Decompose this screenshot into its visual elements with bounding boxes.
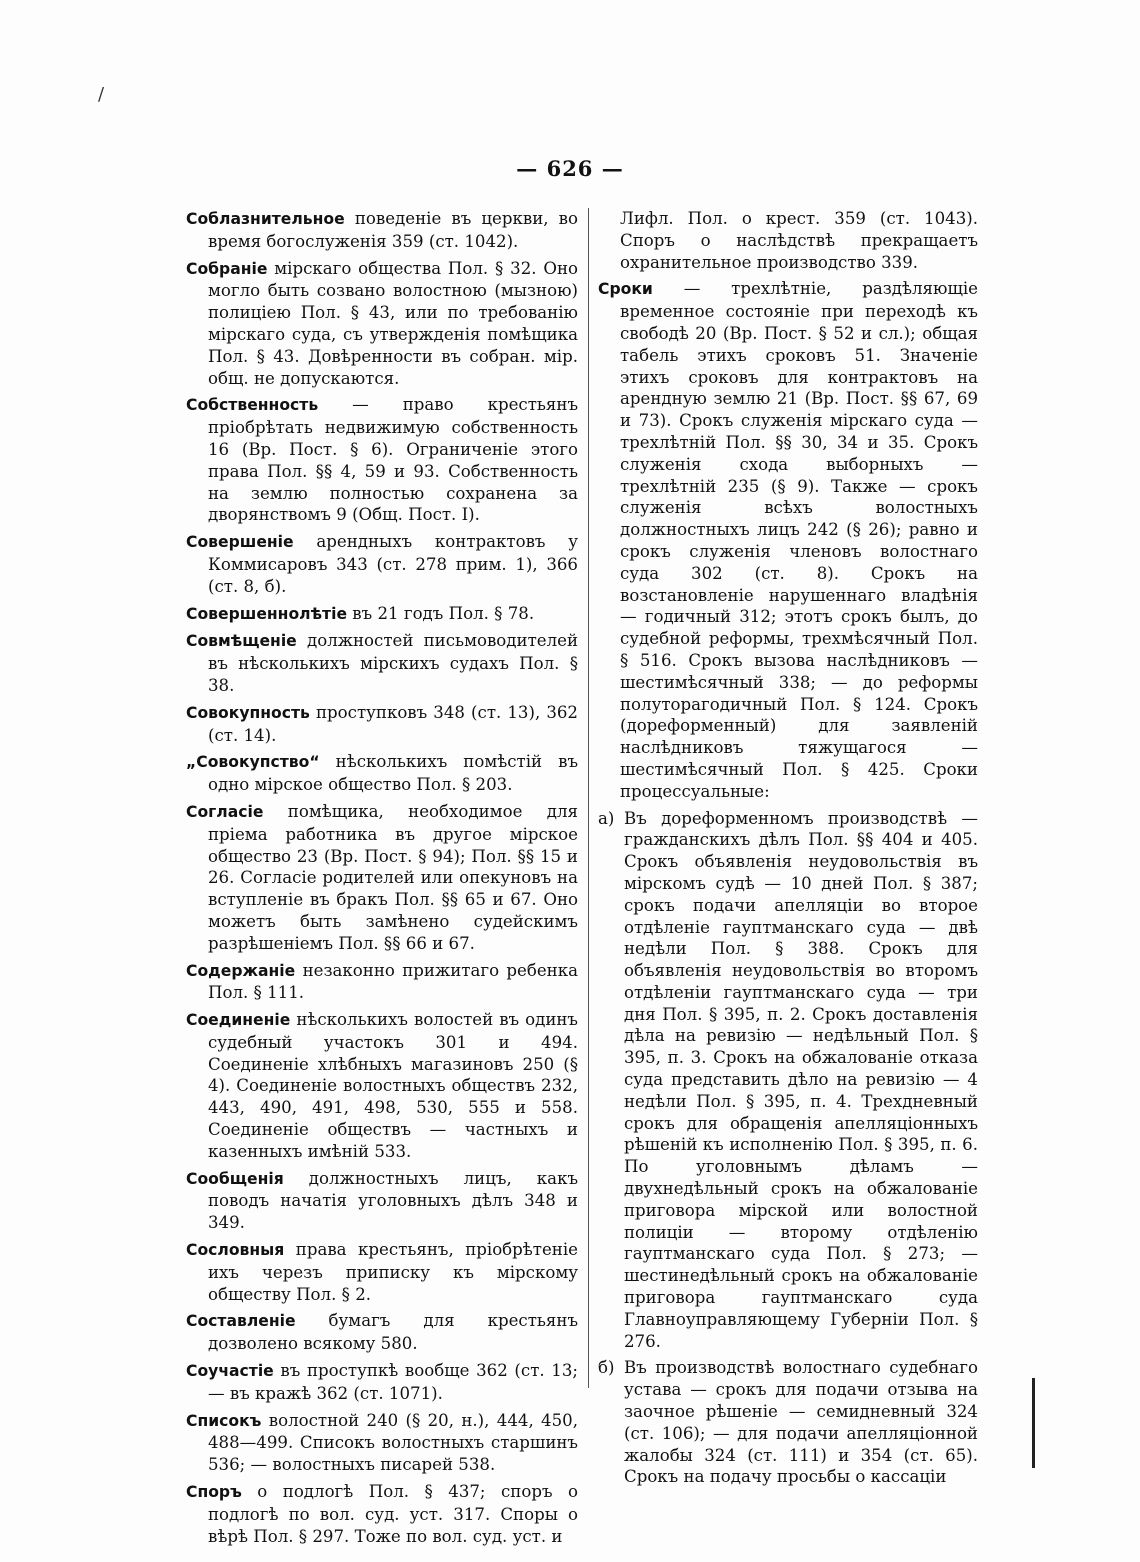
index-entry <box>186 1310 578 1355</box>
entry-text: арендныхъ контрактовъ у Коммисаровъ 343 (ст. 278 прим. 1), 366 (ст. 8, б). <box>208 532 578 596</box>
index-entry <box>186 531 578 597</box>
entry-headword: Составленіе <box>186 1312 296 1331</box>
entry-headword: Сроки <box>598 280 653 299</box>
entry-text: въ проступкѣ вообще 362 (ст. 13; — въ кражѣ 362 (ст. 1071). <box>208 1361 578 1403</box>
entry-text: должностныхъ лицъ, какъ поводъ начатія уголовныхъ дѣлъ 348 и 349. <box>208 1168 578 1233</box>
index-entry <box>186 1009 578 1163</box>
index-entry <box>186 1410 578 1476</box>
entry-headword: Сословныя <box>186 1241 285 1260</box>
index-entry <box>186 630 578 696</box>
entry-text: волостной 240 (§ 20, н.), 444, 450, 488—499. Списокъ волостныхъ старшинъ 536; — волостныхъ писарей 538. <box>208 1410 578 1475</box>
entry-headword: Согласіе <box>186 802 264 821</box>
index-entry <box>598 278 978 802</box>
right-column <box>598 208 978 1493</box>
entry-text: бумагъ для крестьянъ дозволено всякому 580. <box>208 1311 578 1354</box>
entry-text: поведеніе въ церкви, во время богослуженія 359 (ст. 1042). <box>208 209 578 251</box>
index-entry <box>186 208 578 253</box>
entry-headword: Совершеніе <box>186 533 294 552</box>
entry-headword: Собраніе <box>186 259 268 278</box>
entry-subitem <box>598 1357 978 1488</box>
entry-headword: Содержаніе <box>186 961 296 980</box>
entry-subitem <box>598 808 978 1353</box>
index-entry <box>186 960 578 1005</box>
subitem-text: Въ дореформенномъ производствѣ — гражданскихъ дѣлъ Пол. §§ 404 и 405. Срокъ объявленія неудовольствія въ мірскомъ судѣ — 10 дней Пол. § 387; срокъ подачи апелляціи во второе отдѣленіе гауптманскаго суда — двѣ недѣли Пол. § 388. Срокъ для объявленія неудовольствія во второмъ отдѣленіи гауптманскаго суда — три дня Пол. § 395, п. 2. Срокъ доставленія дѣла на ревизію — недѣльный Пол. § 395, п. 3. Срокъ на обжалованіе отказа суда представить дѣло на ревизію — 4 недѣли Пол. § 395, п. 4. Трехдневный срокъ для обращенія апелляціонныхъ рѣшеній къ исполненію Пол. § 395, п. 6. По уголовнымъ дѣламъ — двухнедѣльный срокъ на обжалованіе приговора мірской или волостной полиціи — второму отдѣленію гауптманскаго суда Пол. § 273; — шестинедѣльный срокъ на обжалованіе приговора гауптманскаго суда Главноуправляющему Губерніи Пол. § 276. <box>624 808 978 1351</box>
entry-headword: Соединеніе <box>186 1011 291 1030</box>
entry-headword: Собственность <box>186 396 319 415</box>
page-number: — 626 — <box>516 156 624 181</box>
binding-edge-line <box>1032 1378 1035 1468</box>
entry-headword: Споръ <box>186 1483 242 1502</box>
margin-pencil-mark: / <box>98 84 105 105</box>
entry-text: нѣсколькихъ волостей въ одинъ судебный участокъ 301 и 494. Соединеніе хлѣбныхъ магазиновъ 250 (§ 4). Соединеніе волостныхъ обществъ 232, 443, 490, 491, 498, 530, 555 и 558. Соединеніе обществъ — частныхъ и казенныхъ имѣній 533. <box>208 1010 578 1161</box>
column-divider <box>588 208 589 1388</box>
entry-text: — трехлѣтніе, раздѣляющіе временное состояніе при переходѣ къ свободѣ 20 (Вр. Пост. § 52 и сл.); общая табель этихъ сроковъ 51. Значеніе этихъ сроковъ для контрактовъ на арендную землю 21 (Вр. Пост. §§ 67, 69 и 73). Срокъ служенія мірскаго суда — трехлѣтній Пол. §§ 30, 34 и 35. Срокъ служенія схода выборныхъ — трехлѣтній 235 (§ 9). Также — срокъ служенія всѣхъ волостныхъ должностныхъ лицъ 242 (§ 26); равно и срокъ служенія членовъ волостнаго суда 302 (ст. 8). Срокъ на возстановленіе нарушеннаго владѣнія — годичный 312; этотъ срокъ былъ, до судебной реформы, трехмѣсячный Пол. § 516. Срокъ вызова наслѣдниковъ — шестимѣсячный 338; — до реформы полуторагодичный Пол. § 124. Срокъ (дореформенный) для заявленій наслѣдниковъ тяжущагося — шестимѣсячный Пол. § 425. Сроки процессуальные: <box>620 279 978 801</box>
subitem-label: б) <box>598 1358 615 1378</box>
index-entry <box>186 394 578 526</box>
subitem-text: Въ производствѣ волостнаго судебнаго устава — срокъ для подачи отзыва на заочное рѣшеніе — семидневный 324 (ст. 106); — для подачи апелляціонной жалобы 324 (ст. 111) и 354 (ст. 65). Срокъ на подачу просьбы о кассаціи <box>624 1358 978 1487</box>
entry-headword: Соблазнительное <box>186 210 345 228</box>
index-entry <box>186 1360 578 1405</box>
entry-text: о подлогѣ Пол. § 437; споръ о подлогѣ по вол. суд. уст. 317. Споры о вѣрѣ Пол. § 297. Тоже по вол. суд. уст. и <box>208 1482 578 1546</box>
subitem-label: а) <box>598 808 615 828</box>
entry-text: помѣщика, необходимое для пріема работника въ другое мірское общество 23 (Вр. Пост. § 94); Пол. §§ 15 и 26. Согласіе родителей или опекуновъ на вступленіе въ бракъ Пол. §§ 65 и 67. Оно можетъ быть замѣнено судейскимъ разрѣшеніемъ Пол. §§ 66 и 67. <box>208 801 578 953</box>
index-entry <box>186 603 578 626</box>
entry-text: права крестьянъ, пріобрѣтеніе ихъ черезъ приписку къ мірскому обществу Пол. § 2. <box>208 1240 578 1304</box>
entry-text: мірскаго общества Пол. § 32. Оно могло быть созвано волостною (мызною) полиціею Пол. § 43, или по требованію мірскаго суда, съ утвержденія помѣщика Пол. § 43. Довѣренности въ собран. мір. общ. не допускаются. <box>208 258 578 388</box>
entry-text: нѣсколькихъ помѣстій въ одно мірское общество Пол. § 203. <box>208 752 578 795</box>
entry-text: незаконно прижитаго ребенка Пол. § 111. <box>208 960 578 1003</box>
left-column <box>186 208 578 1552</box>
index-entry <box>186 751 578 796</box>
entry-headword: Сообщенія <box>186 1169 284 1188</box>
continued-entry-text: Лифл. Пол. о крест. 359 (ст. 1043). Споръ о наслѣдствѣ прекращаетъ охранительное производство 339. <box>620 209 978 272</box>
entry-text: — право крестьянъ пріобрѣтать недвижимую собственность 16 (Вр. Пост. § 6). Ограниченіе этого права Пол. §§ 4, 59 и 93. Собственность на землю полностью сохранена за дворянствомъ 9 (Общ. Пост. I). <box>208 395 578 525</box>
index-entry <box>186 1168 578 1234</box>
index-entry <box>186 801 578 955</box>
entry-headword: Списокъ <box>186 1411 262 1430</box>
entry-headword: Совмѣщеніе <box>186 632 297 651</box>
index-entry <box>186 1239 578 1305</box>
index-entry <box>186 702 578 747</box>
entry-headword: Совершеннолѣтіе <box>186 604 348 623</box>
entry-headword: Совокупность <box>186 703 310 722</box>
entry-text: должностей письмоводителей въ нѣсколькихъ мірскихъ судахъ Пол. § 38. <box>208 631 578 695</box>
entry-text: проступковъ 348 (ст. 13), 362 (ст. 14). <box>208 702 578 745</box>
index-entry <box>186 258 578 390</box>
entry-headword: „Совокупство“ <box>186 753 320 772</box>
entry-text: въ 21 годъ Пол. § 78. <box>347 603 535 623</box>
entry-headword: Соучастіе <box>186 1362 274 1381</box>
index-entry <box>186 1481 578 1547</box>
